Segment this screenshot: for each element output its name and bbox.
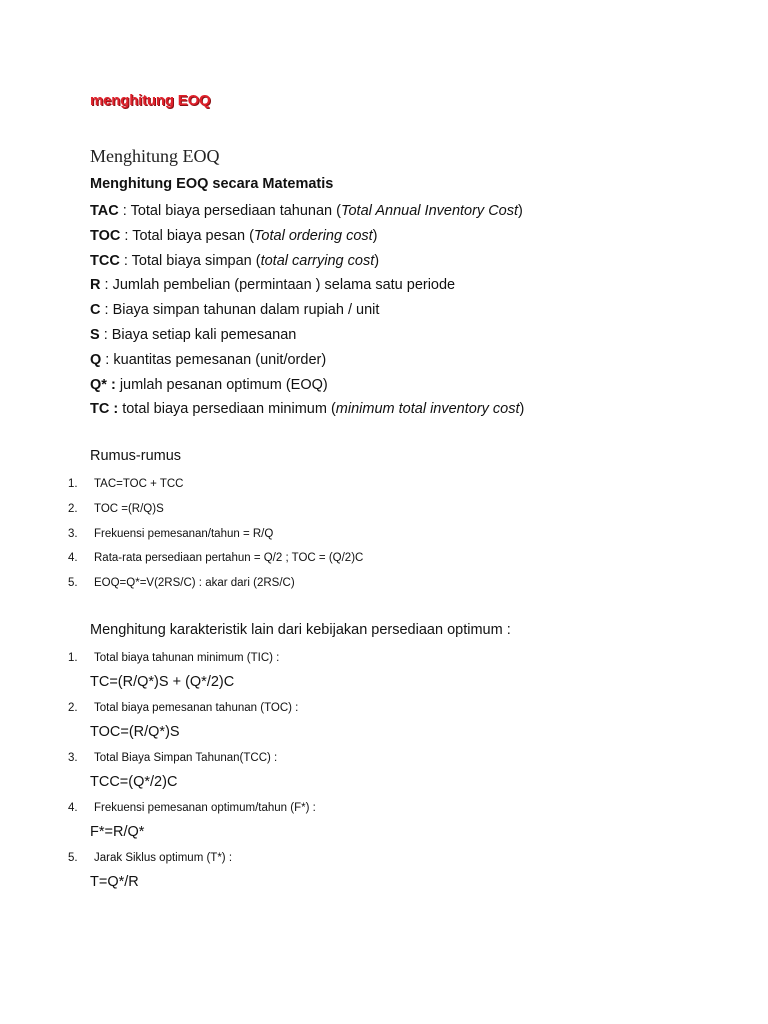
rumus-item [68, 550, 363, 575]
definition-separator: : [120, 227, 133, 244]
karakteristik-label-row [68, 800, 316, 816]
karakteristik-list [68, 650, 316, 900]
definition-item [90, 373, 524, 398]
definition-text: Biaya setiap kali pemesanan [111, 326, 297, 343]
item-number: 1. [68, 652, 78, 664]
item-number: 4. [68, 802, 78, 814]
item-number: 2. [68, 502, 78, 515]
karakteristik-label: Total biaya pemesanan tahunan (TOC) : [94, 702, 299, 714]
definition-separator: : [101, 351, 114, 368]
definition-item [90, 397, 524, 422]
item-number: 4. [68, 552, 78, 565]
rumus-item [68, 476, 363, 501]
karakteristik-item [68, 850, 316, 900]
definition-item [90, 199, 524, 224]
karakteristik-heading: Menghitung karakteristik lain dari kebijakan persediaan optimum : [90, 622, 511, 638]
definition-separator: : [119, 252, 132, 269]
karakteristik-formula: TCC=(Q*/2)C [90, 774, 178, 790]
item-number: 3. [68, 752, 78, 764]
rumus-text: TOC =(R/Q)S [94, 502, 164, 515]
definition-text: Total biaya simpan ( [131, 252, 261, 269]
definition-term: S [90, 326, 100, 343]
definition-text: Total biaya persediaan tahunan ( [130, 203, 341, 219]
definition-separator: : [118, 203, 131, 219]
definitions-list [90, 199, 524, 422]
definition-italic: Total ordering cost [253, 227, 373, 244]
definition-separator: : [100, 277, 113, 294]
rumus-item [68, 575, 363, 600]
rumus-item [68, 501, 363, 526]
section-subtitle: Menghitung EOQ secara Matematis [90, 176, 334, 192]
definition-italic: minimum total inventory cost [335, 401, 520, 418]
karakteristik-label-row [68, 750, 316, 766]
rumus-text: Frekuensi pemesanan/tahun = R/Q [94, 527, 274, 540]
definition-italic: Total Annual Inventory Cost [340, 203, 519, 219]
karakteristik-label: Jarak Siklus optimum (T*) : [94, 852, 233, 864]
definition-close: ) [519, 401, 525, 418]
karakteristik-item [68, 700, 316, 750]
item-number: 5. [68, 852, 78, 864]
definition-text: Jumlah pembelian (permintaan ) selama satu periode [112, 277, 456, 294]
rumus-text: TAC=TOC + TCC [94, 478, 184, 490]
definition-item [90, 224, 524, 249]
karakteristik-label: Frekuensi pemesanan optimum/tahun (F*) : [94, 802, 316, 814]
karakteristik-label-row [68, 700, 316, 716]
karakteristik-formula: TOC=(R/Q*)S [90, 724, 180, 740]
karakteristik-formula: TC=(R/Q*)S + (Q*/2)C [90, 674, 235, 690]
karakteristik-formula: F*=R/Q* [90, 824, 145, 840]
rumus-heading: Rumus-rumus [90, 448, 182, 464]
definition-item [90, 273, 524, 298]
definition-text: kuantitas pemesanan (unit/order) [113, 351, 327, 368]
rumus-text: Rata-rata persediaan pertahun = Q/2 ; TOC = (Q/2)C [94, 552, 364, 565]
definition-term: TOC [90, 227, 121, 244]
definition-close: ) [374, 252, 380, 269]
karakteristik-item [68, 800, 316, 850]
definition-separator: : [100, 302, 113, 319]
definition-separator: : [99, 326, 112, 343]
karakteristik-label: Total biaya tahunan minimum (TIC) : [94, 652, 280, 664]
definition-text: Total biaya pesan ( [132, 227, 254, 244]
definition-term: TC : [90, 401, 119, 418]
page-title: Menghitung EOQ [90, 146, 220, 166]
rumus-list [68, 476, 363, 600]
definition-italic: total carrying cost [260, 252, 375, 269]
definition-text: total biaya persediaan minimum ( [122, 401, 336, 418]
definition-item [90, 323, 524, 348]
karakteristik-item [68, 650, 316, 700]
definition-term: Q* : [90, 376, 116, 393]
definition-close: ) [372, 227, 378, 244]
definition-term: TAC [90, 203, 119, 219]
definition-close: ) [518, 203, 523, 219]
rumus-item [68, 526, 363, 551]
karakteristik-label-row [68, 850, 316, 866]
item-number: 2. [68, 702, 78, 714]
definition-text: jumlah pesanan optimum (EOQ) [119, 376, 328, 393]
red-title: menghitung EOQ [90, 92, 211, 109]
definition-item [90, 249, 524, 274]
definition-term: C [90, 302, 101, 319]
definition-item [90, 298, 524, 323]
definition-text: Biaya simpan tahunan dalam rupiah / unit [112, 302, 380, 319]
definition-term: TCC [90, 252, 120, 269]
item-number: 5. [68, 577, 78, 590]
item-number: 1. [68, 478, 78, 490]
rumus-text: EOQ=Q*=V(2RS/C) : akar dari (2RS/C) [94, 577, 295, 590]
definition-term: Q [90, 351, 102, 368]
definition-term: R [90, 277, 101, 294]
item-number: 3. [68, 527, 78, 540]
karakteristik-item [68, 750, 316, 800]
definition-item [90, 348, 524, 373]
karakteristik-formula: T=Q*/R [90, 874, 139, 890]
karakteristik-label-row [68, 650, 316, 666]
karakteristik-label: Total Biaya Simpan Tahunan(TCC) : [94, 752, 278, 764]
